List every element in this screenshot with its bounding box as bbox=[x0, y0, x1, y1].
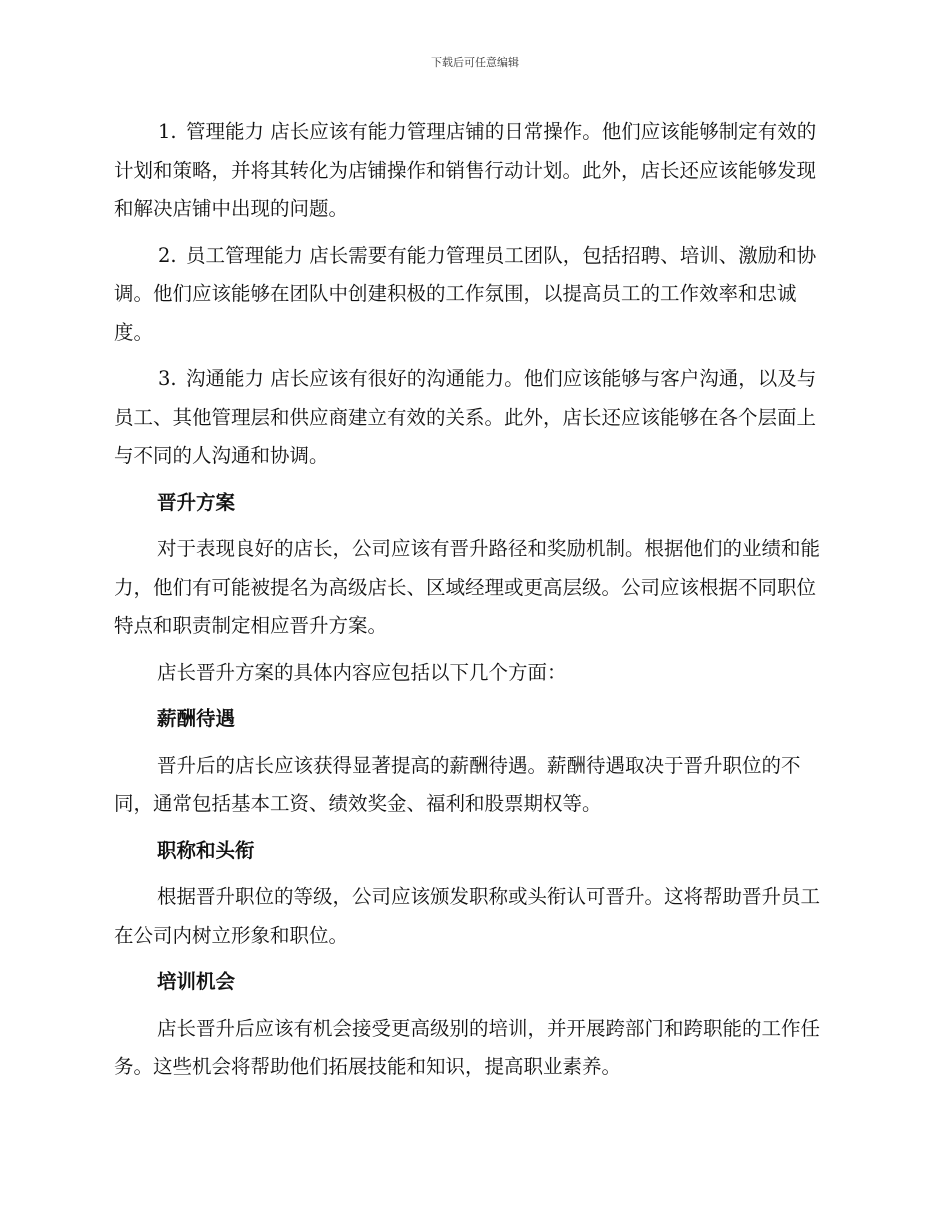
list-number: 3. bbox=[158, 367, 177, 390]
section-heading: 晋升方案 bbox=[157, 490, 236, 514]
paragraph: 店长晋升方案的具体内容应包括以下几个方面： bbox=[157, 660, 567, 684]
paragraph: 店长晋升后应该有机会接受更高级别的培训，并开展跨部门和跨职能的工作任务。这些机会将帮助他们拓展技能和知识，提高职业素养。 bbox=[114, 1016, 821, 1078]
list-text: 沟通能力 店长应该有很好的沟通能力。他们应该能够与客户沟通，以及与员工、其他管理层和供应商建立有效的关系。此外，店长还应该能够在各个层面上与不同的人沟通和协调。 bbox=[114, 367, 817, 467]
list-item bbox=[114, 113, 834, 229]
list-item bbox=[114, 237, 834, 353]
document-body bbox=[114, 113, 834, 1095]
paragraph: 晋升后的店长应该获得显著提高的薪酬待遇。薪酬待遇取决于晋升职位的不同，通常包括基本工资、绩效奖金、福利和股票期权等。 bbox=[114, 753, 801, 815]
section-heading: 薪酬待遇 bbox=[157, 707, 236, 730]
list-number: 1. bbox=[158, 120, 177, 143]
list-text: 员工管理能力 店长需要有能力管理员工团队，包括招聘、培训、激励和协调。他们应该能够在团队中创建积极的工作氛围，以提高员工的工作效率和忠诚度。 bbox=[114, 243, 817, 344]
page-header: 下载后可任意编辑 bbox=[431, 56, 519, 69]
list-item bbox=[114, 360, 834, 476]
paragraph: 对于表现良好的店长，公司应该有晋升路径和奖励机制。根据他们的业绩和能力，他们有可能被提名为高级店长、区域经理或更高层级。公司应该根据不同职位特点和职责制定相应晋升方案。 bbox=[114, 537, 821, 637]
list-number: 2. bbox=[158, 243, 177, 267]
list-text: 管理能力 店长应该有能力管理店铺的日常操作。他们应该能够制定有效的计划和策略，并将其转化为店铺操作和销售行动计划。此外，店长还应该能够发现和解决店铺中出现的问题。 bbox=[114, 120, 817, 220]
section-heading: 培训机会 bbox=[157, 970, 236, 993]
paragraph: 根据晋升职位的等级，公司应该颁发职称或头衔认可晋升。这将帮助晋升员工在公司内树立形象和职位。 bbox=[114, 885, 821, 947]
section-heading: 职称和头衔 bbox=[157, 838, 255, 862]
